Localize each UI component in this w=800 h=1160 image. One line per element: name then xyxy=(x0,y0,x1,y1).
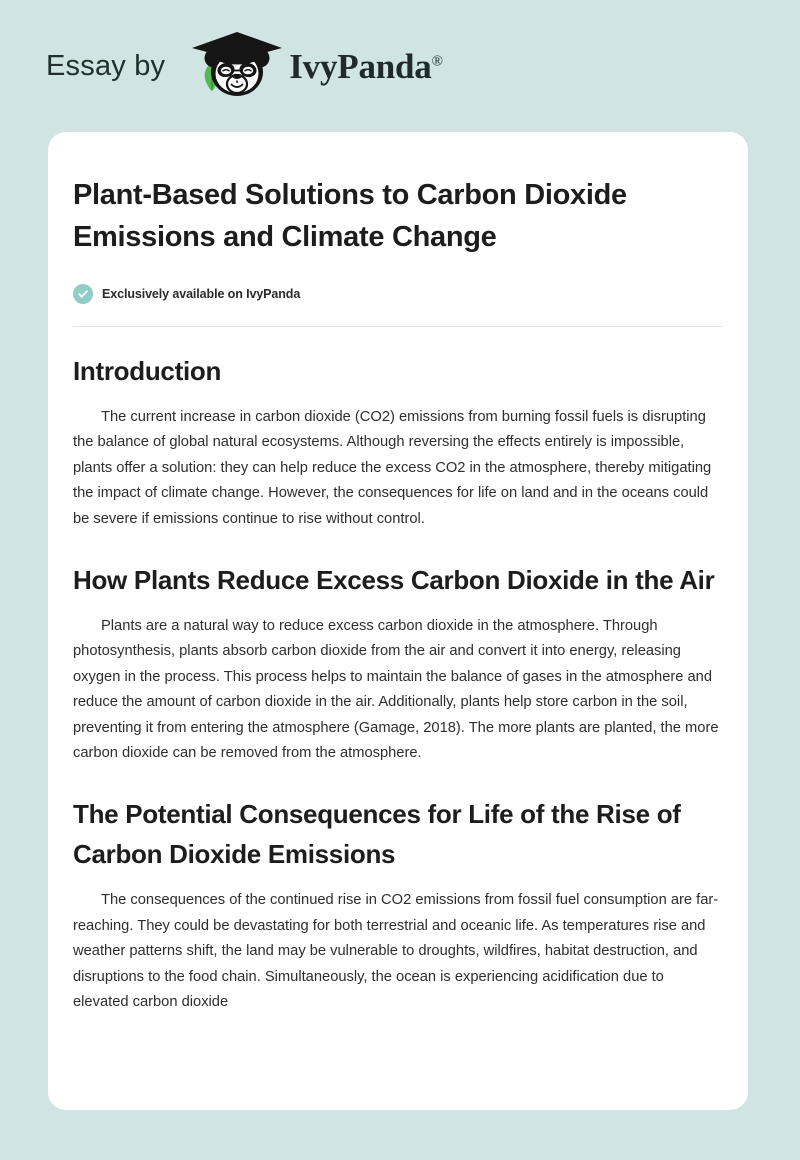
exclusive-badge-label: Exclusively available on IvyPanda xyxy=(102,287,301,301)
section-heading: How Plants Reduce Excess Carbon Dioxide in the Air xyxy=(73,565,715,596)
section-heading: Introduction xyxy=(73,356,222,386)
section-potential-consequences xyxy=(73,794,723,1015)
ivypanda-logo[interactable] xyxy=(181,29,443,103)
section-how-plants-reduce-excess-carbon-dioxide xyxy=(73,560,723,766)
brand-name-text: IvyPanda xyxy=(289,46,432,86)
section-paragraph: Plants are a natural way to reduce excess carbon dioxide in the atmosphere. Through photosynthesis, plants absorb carbon dioxide from the air and convert it into energy, releasing oxygen in the process. This process helps to maintain the balance of gases in the atmosphere and reduce the amount of carbon dioxide in the air. Additionally, plants help store carbon in the soil, preventing it from entering the atmosphere (Gamage, 2018). The more plants are planted, the more carbon dioxide can be removed from the atmosphere. xyxy=(73,618,719,762)
page-title: Plant-Based Solutions to Carbon Dioxide Emissions and Climate Change xyxy=(73,179,627,253)
essay-by-label: Essay by xyxy=(46,49,166,82)
section-introduction xyxy=(73,351,723,532)
section-paragraph: The current increase in carbon dioxide (CO2) emissions from burning fossil fuels is disrupting the balance of global natural ecosystems. Although reversing the effects entirely is impossible, plants offer a solution: they can help reduce the excess CO2 in the atmosphere, thereby mitigating the impact of climate change. However, the consequences for life on land and in the oceans could be severe if emissions continue to rise without control. xyxy=(73,409,712,527)
section-paragraph: The consequences of the continued rise in CO2 emissions from fossil fuel consumption are far-reaching. They could be devastating for both terrestrial and oceanic life. As temperatures rise and weather patterns shift, the land may be vulnerable to droughts, wildfires, habitat destruction, and disruptions to the food chain. Simultaneously, the ocean is experiencing acidification due to elevated carbon dioxide xyxy=(73,892,719,1011)
ivypanda-wordmark xyxy=(289,46,443,86)
document-card xyxy=(48,132,748,1110)
exclusive-availability-badge xyxy=(73,284,723,304)
panda-mascot-icon xyxy=(181,29,293,103)
check-circle-icon xyxy=(73,284,93,304)
site-header xyxy=(0,0,800,132)
section-heading: The Potential Consequences for Life of the Rise of Carbon Dioxide Emissions xyxy=(73,799,681,870)
header-divider xyxy=(73,326,723,327)
registered-trademark-icon: ® xyxy=(431,52,443,69)
